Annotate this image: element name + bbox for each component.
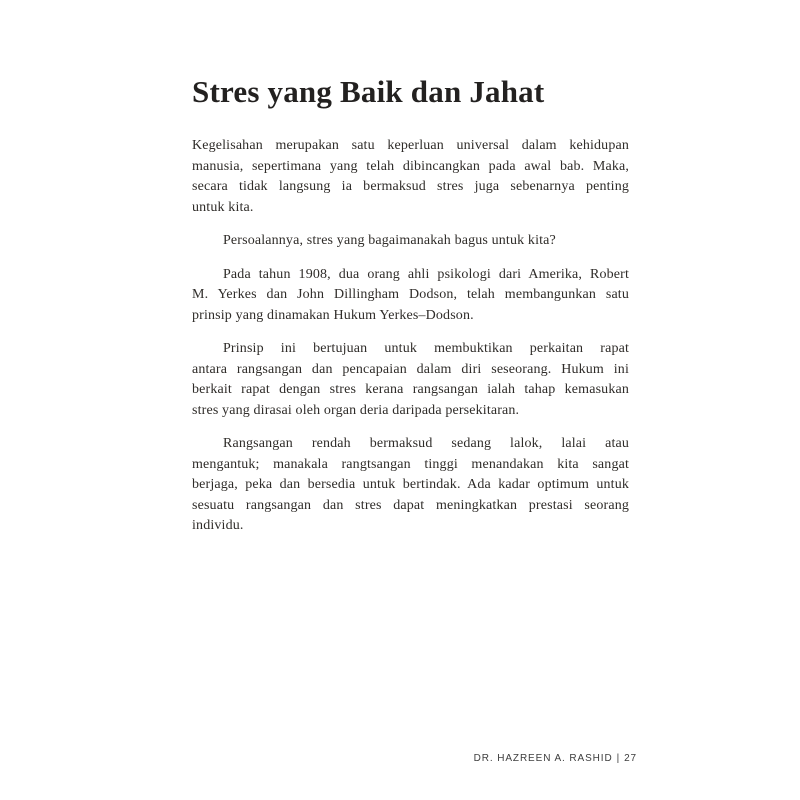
- chapter-title: Stres yang Baik dan Jahat: [192, 74, 545, 109]
- text-line: berkait rapat dengan stres kerana rangsangan ialah tahap kemasukan: [192, 382, 629, 397]
- paragraph: [192, 339, 629, 421]
- text-line: Pada tahun 1908, dua orang ahli psikologi dari Amerika, Robert: [223, 266, 629, 282]
- text-line: manusia, sepertimana yang telah dibincangkan pada awal bab. Maka,: [192, 158, 629, 174]
- text-line: Kegelisahan merupakan satu keperluan universal dalam kehidupan: [192, 138, 629, 153]
- text-line: secara tidak langsung ia bermaksud stres juga sebenarnya penting: [192, 179, 629, 194]
- text-line: Prinsip ini bertujuan untuk membuktikan perkaitan rapat: [223, 341, 629, 356]
- text-line: untuk kita.: [192, 199, 254, 215]
- footer-page-number: 27: [624, 753, 637, 764]
- body-text: [192, 136, 629, 537]
- footer-separator: |: [616, 753, 621, 764]
- text-line: antara rangsangan dan pencapaian dalam diri seseorang. Hukum ini: [192, 361, 629, 377]
- paragraph: [192, 231, 629, 252]
- text-line: prinsip yang dinamakan Hukum Yerkes–Dodson.: [192, 307, 474, 323]
- text-line: sesuatu rangsangan dan stres dapat meningkatkan prestasi seorang: [192, 497, 629, 513]
- paragraph: [192, 265, 629, 327]
- text-line: mengantuk; manakala rangtsangan tinggi menandakan kita sangat: [192, 456, 629, 472]
- footer-author: DR. HAZREEN A. RASHID: [473, 753, 613, 764]
- text-line: berjaga, peka dan bersedia untuk bertindak. Ada kadar optimum untuk: [192, 477, 629, 492]
- text-line: Persoalannya, stres yang bagaimanakah bagus untuk kita?: [223, 233, 556, 248]
- text-line: Rangsangan rendah bermaksud sedang lalok, lalai atau: [223, 436, 629, 451]
- text-line: individu.: [192, 518, 244, 533]
- page-content: [192, 74, 629, 537]
- text-line: M. Yerkes dan John Dillingham Dodson, telah membangunkan satu: [192, 287, 629, 302]
- page-footer: [474, 753, 637, 764]
- paragraph: [192, 136, 629, 218]
- paragraph: [192, 434, 629, 537]
- text-line: stres yang dirasai oleh organ deria daripada persekitaran.: [192, 402, 520, 418]
